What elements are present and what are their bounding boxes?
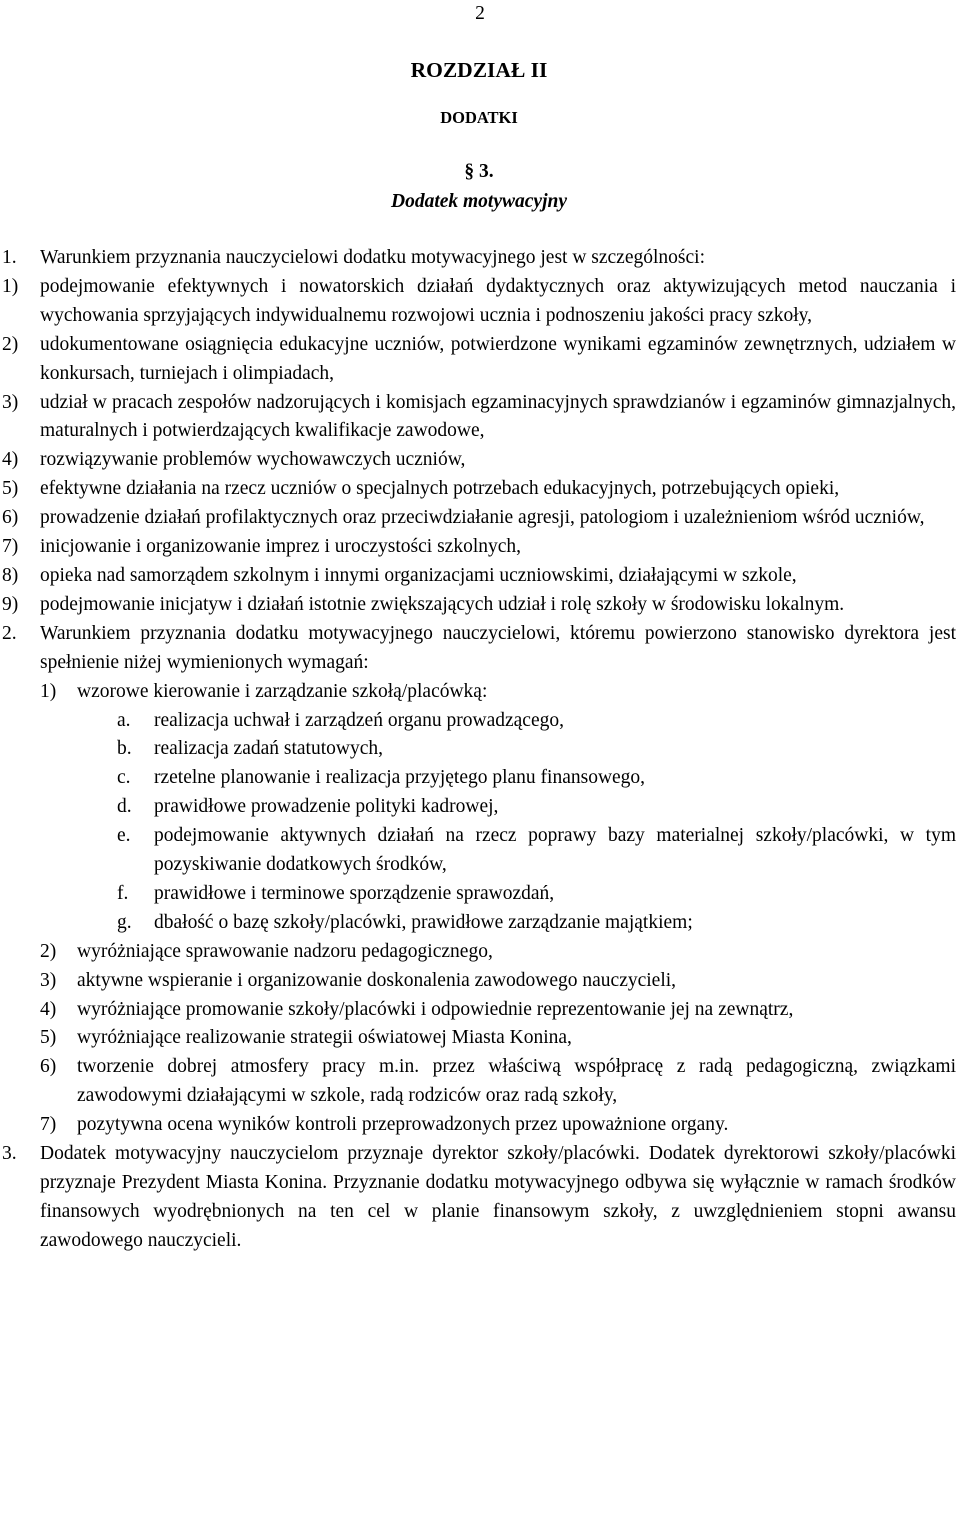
item-text: prawidłowe i terminowe sporządzenie sprawozdań, <box>154 882 555 904</box>
item-text: udokumentowane osiągnięcia edukacyjne uczniów, potwierdzone wynikami egzaminów zewnętrznych, udziałem w konkursach, turniejach i olimpiadach, <box>40 333 956 384</box>
list-item <box>0 533 960 562</box>
item-text: Dodatek motywacyjny nauczycielom przyznaje dyrektor szkoły/placówki. Dodatek dyrektorowi szkoły/placówki przyznaje Prezydent Miasta Konina. Przyznanie dodatku motywacyjnego odbywa się wyłącznie w ramach środków finansowych wyodrębnionych na ten cel w planie finansowym szkoły, z uwzględnieniem stopni awansu zawodowego nauczycieli. <box>40 1143 956 1251</box>
list-item <box>0 764 960 793</box>
item-number: 2) <box>2 333 19 355</box>
list-item <box>0 446 960 475</box>
list-item <box>0 996 960 1025</box>
list-item <box>0 244 960 273</box>
item-number: 7) <box>2 536 19 558</box>
section-heading: DODATKI <box>440 108 518 127</box>
list-item <box>0 938 960 967</box>
item-number: 7) <box>40 1114 57 1136</box>
item-text: wzorowe kierowanie i zarządzanie szkołą/placówką: <box>77 680 488 702</box>
item-number: 9) <box>2 593 19 615</box>
list-item <box>0 967 960 996</box>
item-number: d. <box>117 796 132 818</box>
paragraph-mark: § 3. <box>464 161 494 182</box>
list-item <box>0 707 960 736</box>
item-number: c. <box>117 767 131 789</box>
list-item <box>0 331 960 389</box>
list-item <box>0 562 960 591</box>
item-text: inicjowanie i organizowanie imprez i uroczystości szkolnych, <box>40 536 522 558</box>
item-number: 6) <box>40 1056 57 1078</box>
list-item <box>0 504 960 533</box>
list-item <box>0 735 960 764</box>
item-text: efektywne działania na rzecz uczniów o specjalnych potrzebach edukacyjnych, potrzebujących opieki, <box>40 478 840 500</box>
item-text: realizacja zadań statutowych, <box>154 738 384 760</box>
item-text: wyróżniające realizowanie strategii oświatowej Miasta Konina, <box>77 1027 572 1049</box>
item-text: prowadzenie działań profilaktycznych oraz przeciwdziałanie agresji, patologiom i uzależnieniom wśród uczniów, <box>40 507 925 529</box>
list-item <box>0 1140 960 1256</box>
item-text: wyróżniające sprawowanie nadzoru pedagogicznego, <box>77 940 493 962</box>
list-item <box>0 389 960 447</box>
list-item <box>0 678 960 707</box>
item-number: 3) <box>40 969 57 991</box>
list-item <box>0 620 960 678</box>
item-text: aktywne wspieranie i organizowanie doskonalenia zawodowego nauczycieli, <box>77 969 677 991</box>
item-text: podejmowanie inicjatyw i działań istotnie zwiększających udział i rolę szkoły w środowisku lokalnym. <box>40 593 845 615</box>
item-number: 3. <box>2 1143 17 1165</box>
list-item <box>0 1111 960 1140</box>
item-number: 4) <box>2 449 19 471</box>
chapter-heading: ROZDZIAŁ II <box>410 58 548 82</box>
item-text: tworzenie dobrej atmosfery pracy m.in. przez właściwą współpracę z radą pedagogiczną, związkami zawodowymi działającymi w szkole, radą rodziców oraz radą szkoły, <box>77 1056 956 1107</box>
item-number: b. <box>117 738 132 760</box>
item-text: podejmowanie efektywnych i nowatorskich działań dydaktycznych oraz aktywizujących metod nauczania i wychowania sprzyjających indywidualnemu rozwojowi ucznia i podnoszeniu jakości pracy szkoły, <box>40 275 956 326</box>
item-number: 8) <box>2 564 19 586</box>
item-number: e. <box>117 825 131 847</box>
item-number: a. <box>117 709 131 731</box>
item-text: Warunkiem przyznania dodatku motywacyjnego nauczycielowi, któremu powierzono stanowisko dyrektora jest spełnienie niżej wymienionych wymagań: <box>40 622 956 673</box>
item-text: prawidłowe prowadzenie polityki kadrowej, <box>154 796 499 818</box>
list-item <box>0 1024 960 1053</box>
item-number: 2) <box>40 940 57 962</box>
item-number: 1) <box>2 275 19 297</box>
item-number: 5) <box>40 1027 57 1049</box>
item-text: Warunkiem przyznania nauczycielowi dodatku motywacyjnego jest w szczególności: <box>40 247 705 268</box>
list-item <box>0 1053 960 1111</box>
item-number: f. <box>117 882 129 904</box>
item-text: wyróżniające promowanie szkoły/placówki i odpowiednie reprezentowanie jej na zewnątrz, <box>77 998 794 1020</box>
item-text: opieka nad samorządem szkolnym i innymi organizacjami uczniowskimi, działającymi w szkole, <box>40 564 797 586</box>
list-item <box>0 909 960 938</box>
list-item <box>0 822 960 880</box>
item-number: 2. <box>2 622 17 644</box>
item-number: 1) <box>40 680 57 702</box>
item-text: rozwiązywanie problemów wychowawczych uczniów, <box>40 449 466 471</box>
item-text: rzetelne planowanie i realizacja przyjętego planu finansowego, <box>154 767 646 789</box>
item-number: 6) <box>2 507 19 529</box>
item-text: dbałość o bazę szkoły/placówki, prawidłowe zarządzanie majątkiem; <box>154 911 693 933</box>
list-item <box>0 475 960 504</box>
list-item <box>0 591 960 620</box>
item-text: udział w pracach zespołów nadzorujących i komisjach egzaminacyjnych sprawdzianów i egzaminów gimnazjalnych, maturalnych i potwierdzających kwalifikacje zawodowe, <box>40 391 956 442</box>
item-number: 1. <box>2 247 17 268</box>
item-text: pozytywna ocena wyników kontroli przeprowadzonych przez upoważnione organy. <box>77 1114 729 1136</box>
list-item <box>0 880 960 909</box>
document-body <box>0 244 960 1256</box>
item-number: 5) <box>2 478 19 500</box>
list-item <box>0 273 960 331</box>
item-text: podejmowanie aktywnych działań na rzecz poprawy bazy materialnej szkoły/placówki, w tym pozyskiwanie dodatkowych środków, <box>154 825 956 876</box>
item-text: realizacja uchwał i zarządzeń organu prowadzącego, <box>154 709 564 731</box>
paragraph-title: Dodatek motywacyjny <box>390 191 567 212</box>
item-number: g. <box>117 911 132 933</box>
list-item <box>0 793 960 822</box>
item-number: 4) <box>40 998 57 1020</box>
page-number: 2 <box>475 3 485 24</box>
item-number: 3) <box>2 391 19 413</box>
